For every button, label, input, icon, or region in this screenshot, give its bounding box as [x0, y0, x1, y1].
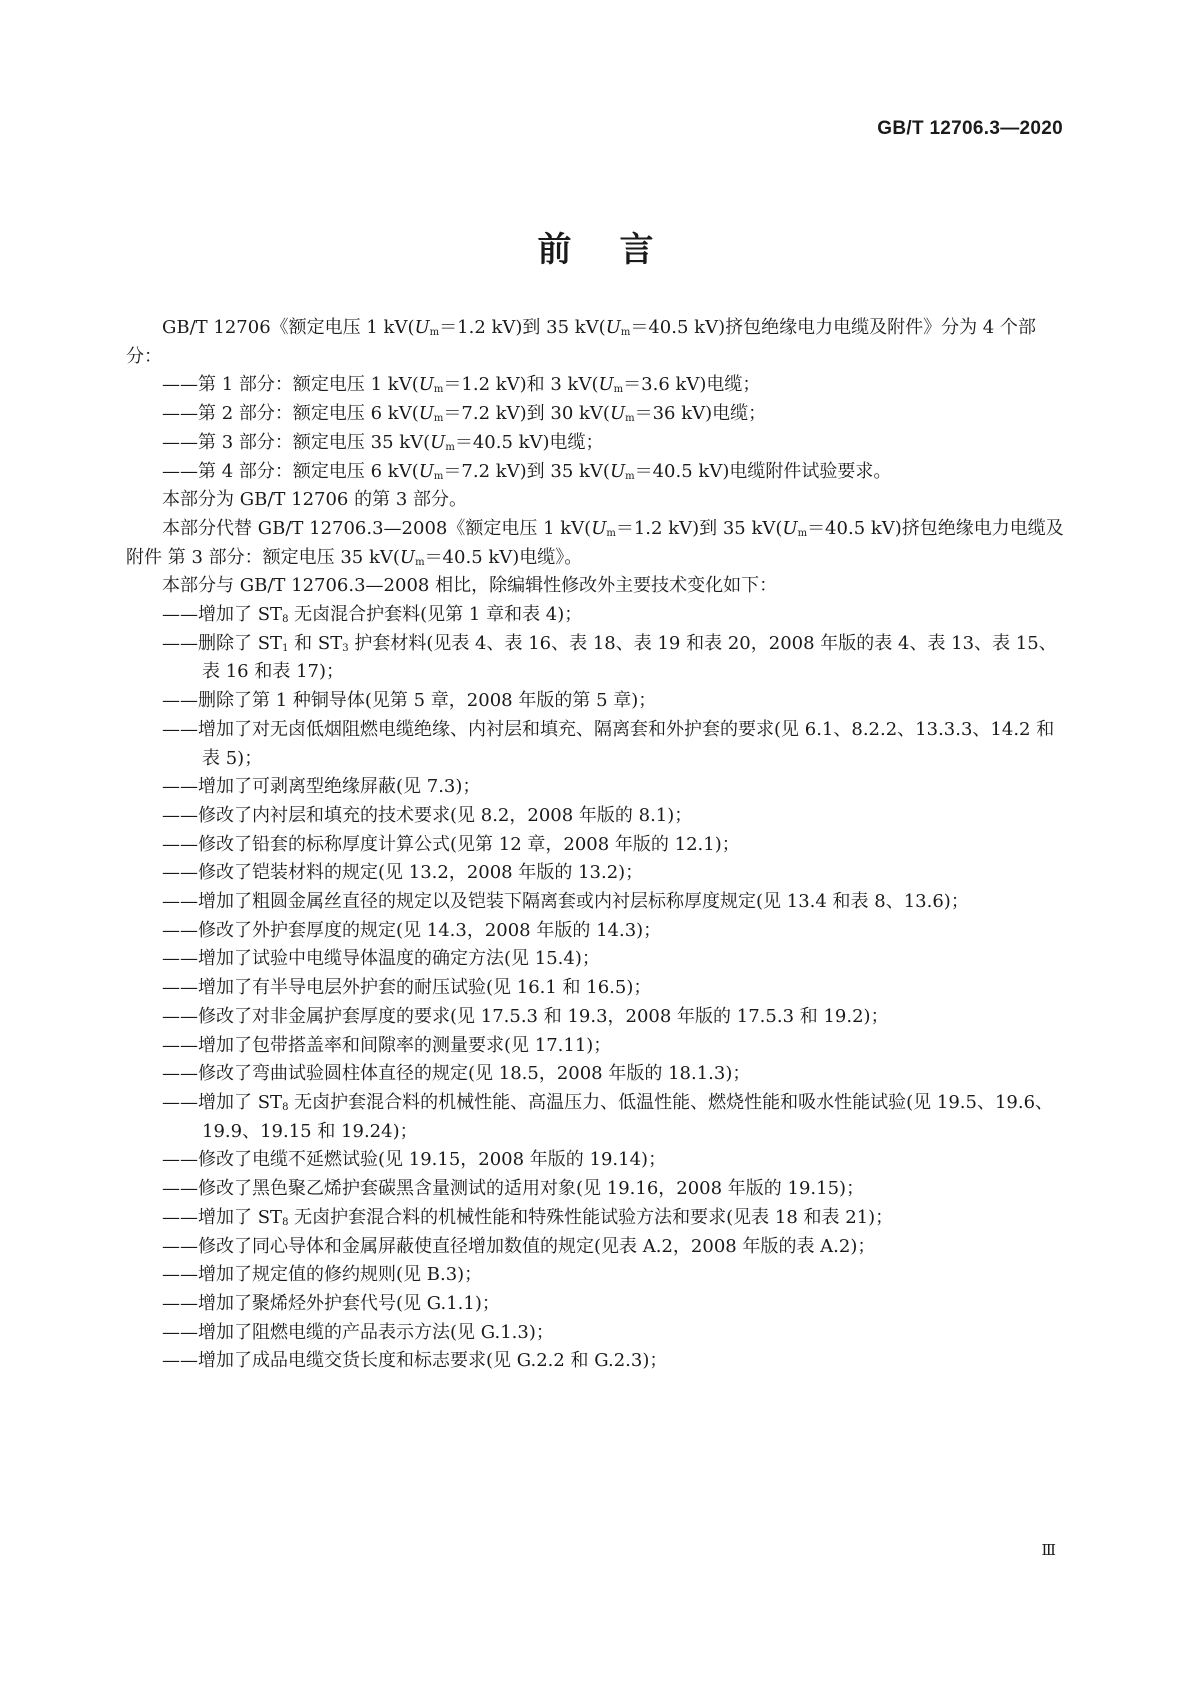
list-item: ——修改了黑色聚乙烯护套碳黑含量测试的适用对象(见 19.16，2008 年版的 19.15)；: [162, 1178, 865, 1200]
foreword-body: [126, 314, 1064, 1376]
list-item: ——删除了 $ST_1$ 和 $ST_3$ 护套材料(见表 4、表 16、表 18、表 19 和表 20，2008 年版的表 4、表 13、表 15、表 16 和表 17)；: [162, 632, 1057, 683]
parts-list: [126, 371, 1064, 486]
list-item: ——修改了内衬层和填充的技术要求(见 8.2，2008 年版的 8.1)；: [162, 804, 693, 826]
list-item: ——增加了 $ST_8$ 无卤混合护套料(见第 1 章和表 4)；: [162, 604, 583, 626]
replaces-paragraph: 本部分代替 GB/T 12706.3—2008《额定电压 1 $kV(U_m=1.2$ kV)到 35 $kV(U_m=40.5$ kV)挤包绝缘电力电缆及附件 第 3 部分：额定电压 35 $kV(U_m=40.5$ kV)电缆》。: [126, 517, 1064, 568]
list-item: ——修改了铠装材料的规定(见 13.2，2008 年版的 13.2)；: [162, 862, 644, 884]
changes-list: [126, 601, 1064, 1376]
page-title: 前言: [537, 230, 702, 270]
list-item: ——增加了对无卤低烟阻燃电缆绝缘、内衬层和填充、隔离套和外护套的要求(见 6.1、8.2.2、13.3.3、14.2 和表 5)；: [162, 718, 1055, 769]
list-item: ——增加了可剥离型绝缘屏蔽(见 7.3)；: [162, 776, 481, 798]
list-item: ——增加了规定值的修约规则(见 B.3)；: [162, 1264, 483, 1286]
page-number: Ⅲ: [1041, 1541, 1056, 1559]
list-item: ——增加了试验中电缆导体温度的确定方法(见 15.4)；: [162, 948, 600, 970]
list-item: ——修改了同心导体和金属屏蔽使直径增加数值的规定(见表 A.2，2008 年版的表 A.2)；: [162, 1235, 876, 1257]
list-item: ——增加了成品电缆交货长度和标志要求(见 G.2.2 和 G.2.3)；: [162, 1350, 668, 1372]
list-item: ——增加了有半导电层外护套的耐压试验(见 16.1 和 16.5)；: [162, 977, 652, 999]
list-item: ——修改了电缆不延燃试验(见 19.15，2008 年版的 19.14)；: [162, 1149, 667, 1171]
list-item: ——增加了 $ST_8$ 无卤护套混合料的机械性能、高温压力、低温性能、燃烧性能和吸水性能试验(见 19.5、19.6、19.9、19.15 和 19.24)；: [162, 1091, 1054, 1142]
intro-paragraph: GB/T 12706《额定电压 1 $kV(U_m=1.2$ kV)到 35 $kV(U_m=40.5$ kV)挤包绝缘电力电缆及附件》分为 4 个部分：: [126, 317, 1036, 367]
list-item: ——增加了粗圆金属丝直径的规定以及铠装下隔离套或内衬层标称厚度规定(见 13.4 和表 8、13.6)；: [162, 891, 969, 913]
list-item: ——修改了铅套的标称厚度计算公式(见第 12 章，2008 年版的 12.1)；: [162, 833, 740, 855]
list-item: ——增加了阻燃电缆的产品表示方法(见 G.1.3)；: [162, 1321, 554, 1343]
standard-code: GB/T 12706.3—2020: [877, 118, 1063, 139]
changes-intro: 本部分与 GB/T 12706.3—2008 相比，除编辑性修改外主要技术变化如下：: [162, 575, 778, 597]
list-item: ——增加了包带搭盖率和间隙率的测量要求(见 17.11)；: [162, 1034, 612, 1056]
list-item: ——增加了 $ST_8$ 无卤护套混合料的机械性能和特殊性能试验方法和要求(见表 18 和表 21)；: [162, 1206, 894, 1228]
list-item: ——增加了聚烯烃外护套代号(见 G.1.1)；: [162, 1292, 500, 1314]
list-item: ——第 1 部分：额定电压 1 $kV(U_m=1.2$ kV)和 3 $kV(U_m=3.6$ kV)电缆；: [162, 374, 761, 396]
list-item: ——删除了第 1 种铜导体(见第 5 章，2008 年版的第 5 章)；: [162, 690, 657, 712]
list-item: ——修改了外护套厚度的规定(见 14.3，2008 年版的 14.3)；: [162, 919, 662, 941]
this-part-paragraph: 本部分为 GB/T 12706 的第 3 部分。: [162, 489, 467, 511]
list-item: ——第 3 部分：额定电压 35 $kV(U_m=40.5$ kV)电缆；: [162, 431, 604, 453]
list-item: ——第 4 部分：额定电压 6 $kV(U_m=7.2$ kV)到 35 $kV(U_m=40.5$ kV)电缆附件试验要求。: [162, 460, 892, 482]
list-item: ——第 2 部分：额定电压 6 $kV(U_m=7.2$ kV)到 30 $kV(U_m=36$ kV)电缆；: [162, 403, 767, 425]
list-item: ——修改了弯曲试验圆柱体直径的规定(见 18.5，2008 年版的 18.1.3)；: [162, 1063, 751, 1085]
list-item: ——修改了对非金属护套厚度的要求(见 17.5.3 和 19.3，2008 年版的 17.5.3 和 19.2)；: [162, 1005, 889, 1027]
